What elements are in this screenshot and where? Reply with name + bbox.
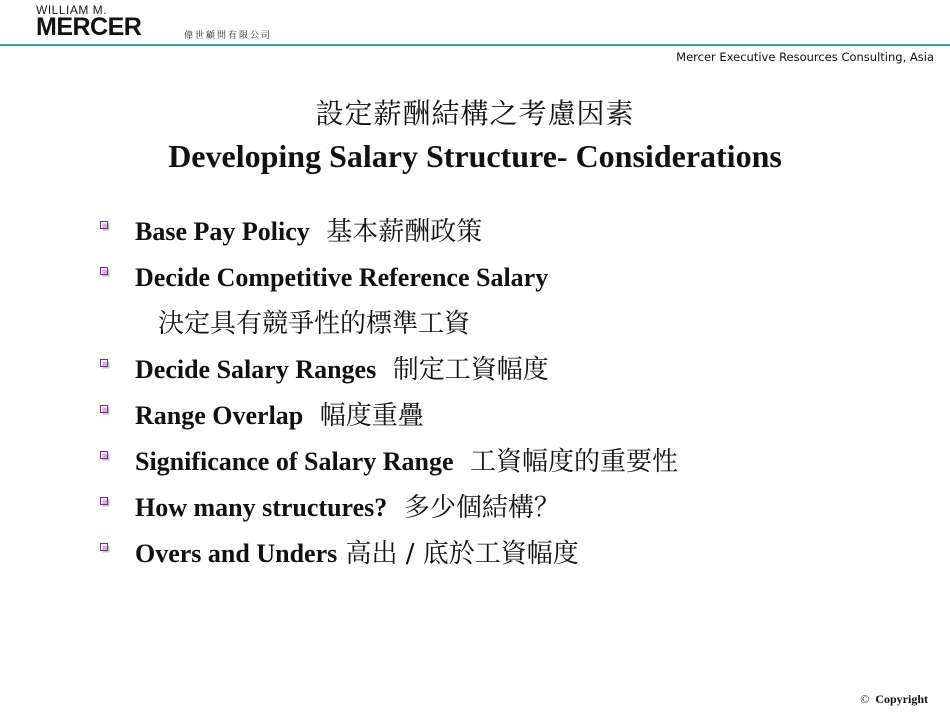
bullet-text-en: Decide Competitive Reference Salary [135, 263, 549, 292]
bullet-text-cn: 高出 / 底於工資幅度 [345, 539, 579, 569]
bullet-marker-icon [100, 221, 110, 231]
bullet-text-en: Overs and Unders [135, 539, 338, 568]
bullet-text [135, 260, 548, 296]
bullet-text-cn: 多少個結構？ [403, 493, 560, 523]
bullet-item [100, 258, 920, 304]
bullet-text-en: Decide Salary Ranges [135, 355, 377, 384]
bullet-marker-icon [100, 267, 110, 277]
bullet-text-cn: 工資幅度的重要性 [470, 447, 679, 477]
bullet-text-en: Range Overlap [135, 401, 304, 430]
bullet-text-cn: 基本薪酬政策 [326, 217, 483, 247]
bullet-text [158, 306, 470, 342]
logo-top-text: WILLIAM M. [36, 3, 108, 17]
bullet-text [135, 444, 678, 480]
logo-chinese-name: 偉世顧問有限公司 [184, 31, 273, 41]
header-divider [0, 44, 950, 46]
bullet-text-en: Significance of Salary Range [135, 447, 454, 476]
bullet-text-cn: 制定工資幅度 [392, 355, 549, 385]
bullet-item [100, 442, 920, 488]
bullet-text-cn: 幅度重疊 [319, 401, 424, 431]
bullet-text-en: Base Pay Policy [135, 217, 310, 246]
bullet-text [135, 490, 560, 526]
bullet-marker-icon [100, 359, 110, 369]
bullet-marker-icon [100, 405, 110, 415]
bullet-marker-icon [100, 543, 110, 553]
copyright-icon: © [860, 692, 870, 706]
bullet-item [100, 534, 920, 580]
bullet-text-cn: 決定具有競爭性的標準工資 [158, 309, 471, 339]
slide-title-chinese: 設定薪酬結構之考慮因素 [315, 97, 635, 130]
bullet-text [135, 214, 482, 250]
copyright-text: Copyright [875, 692, 928, 706]
copyright-notice [860, 692, 928, 707]
bullet-item [100, 212, 920, 258]
bullet-list [100, 212, 920, 580]
bullet-item [100, 350, 920, 396]
company-name: Mercer Executive Resources Consulting, Asia [676, 50, 934, 64]
bullet-item [100, 488, 920, 534]
bullet-item [100, 396, 920, 442]
bullet-continuation [100, 304, 920, 350]
bullet-text [135, 398, 424, 434]
slide-title-english: Developing Salary Structure- Considerations [168, 138, 782, 174]
bullet-marker-icon [100, 497, 110, 507]
logo-main-text: MERCER [36, 13, 142, 41]
bullet-text [135, 536, 579, 572]
bullet-text-en: How many structures? [135, 493, 388, 522]
mercer-logo [36, 4, 156, 40]
bullet-text [135, 352, 549, 388]
bullet-marker-icon [100, 451, 110, 461]
